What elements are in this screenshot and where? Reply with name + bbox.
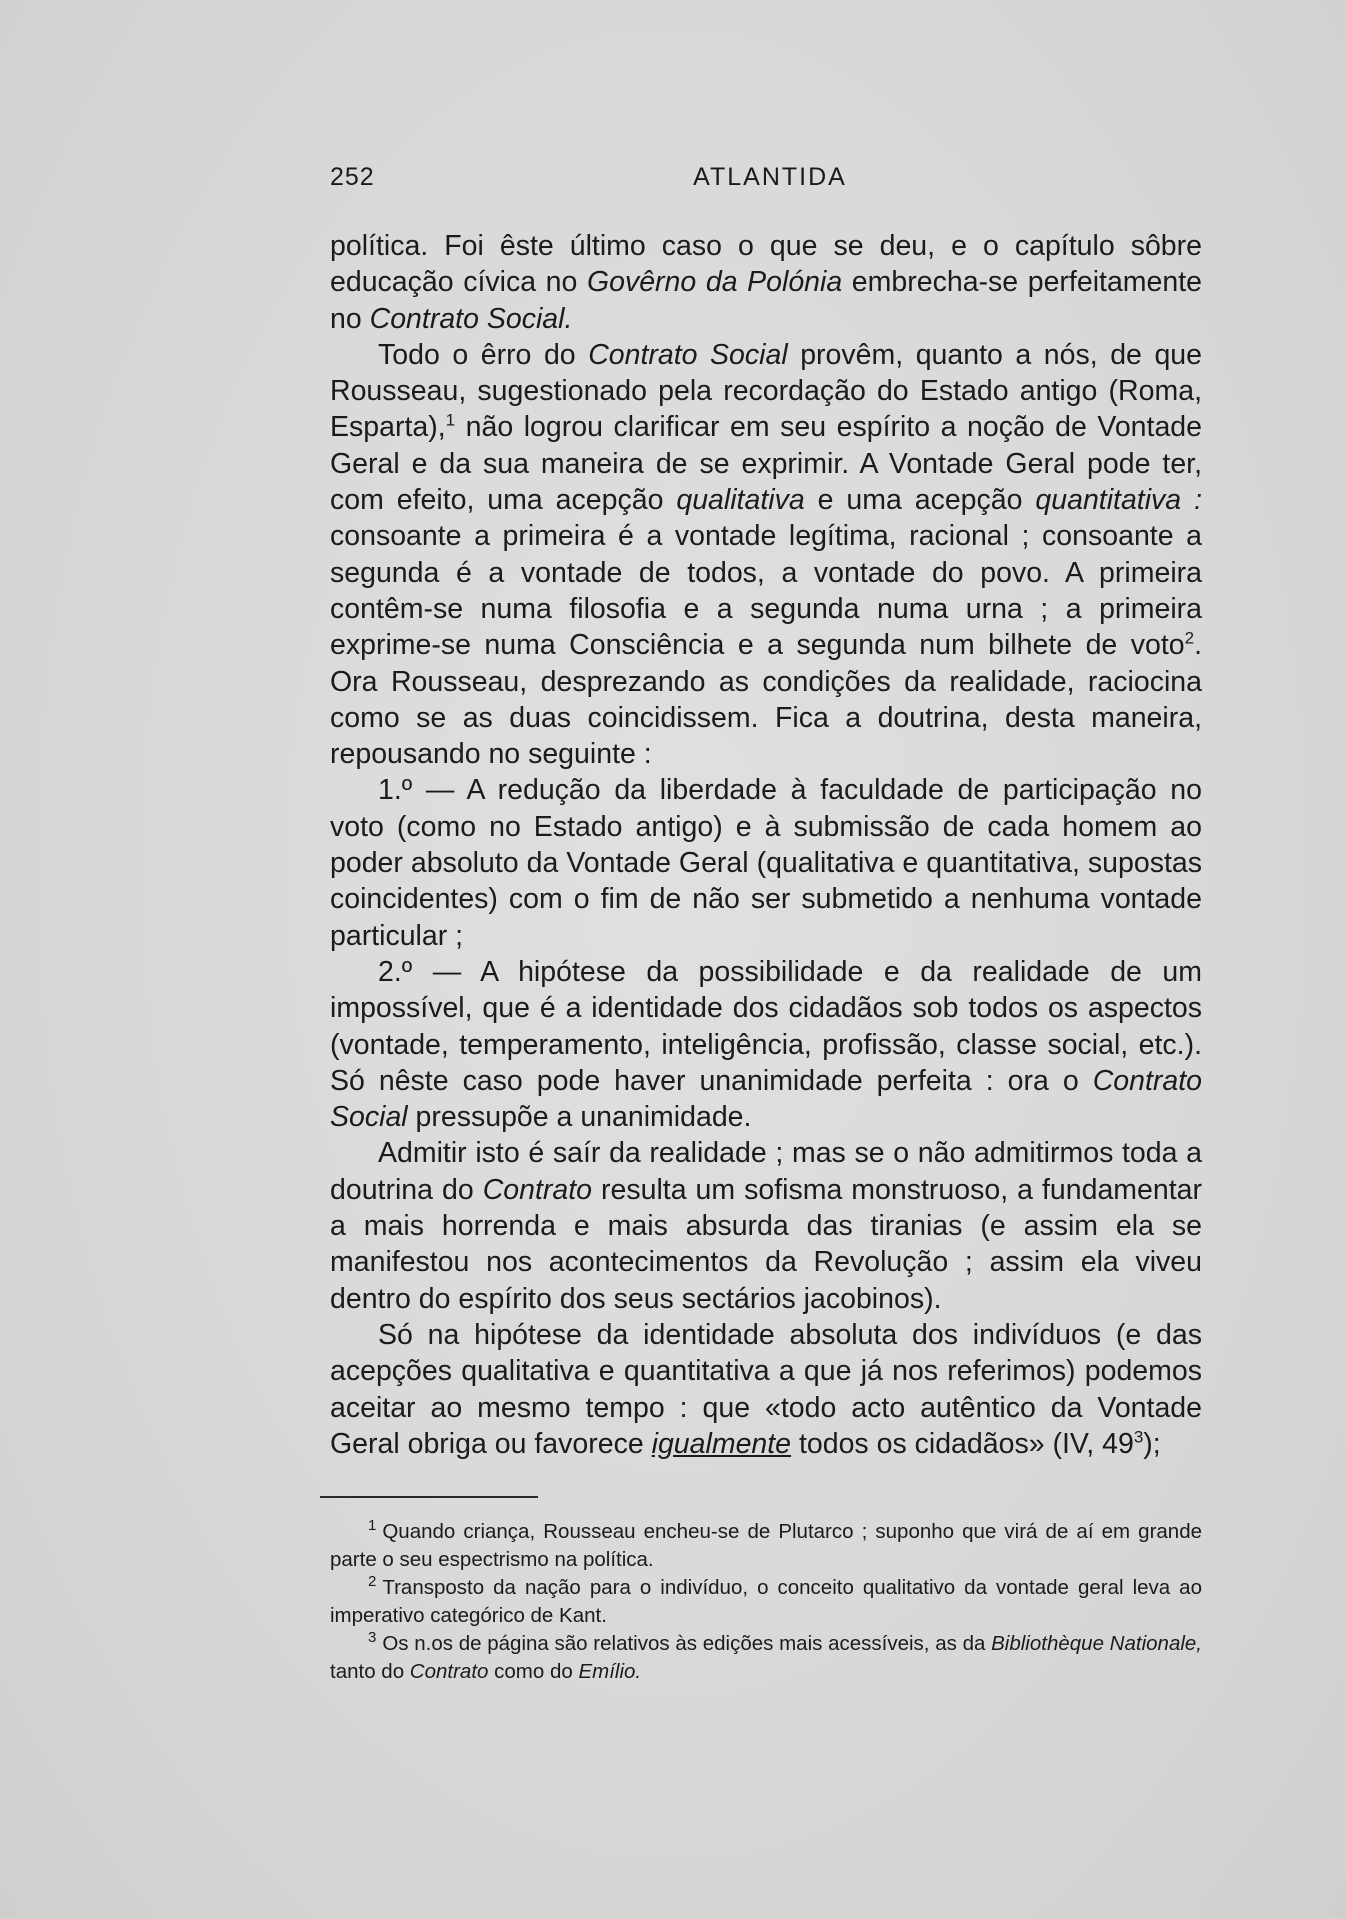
footnote-text: Quando criança, Rousseau encheu-se de Plutarco ; suponho que virá de aí em grande parte o seu espectrismo na política.: [330, 1520, 1202, 1571]
footnote-text: tanto do: [330, 1660, 410, 1683]
text-run: não logrou clarificar em seu espírito a noção de Vontade Geral e da sua maneira de se exprimir. A Vontade Geral pode ter, com efeito, uma acepção: [330, 411, 1202, 517]
text-run: e uma acepção: [804, 484, 1036, 517]
italic-term: quantitativa :: [1035, 484, 1202, 517]
footnote-number: 3: [368, 1629, 377, 1647]
page-number: 252: [330, 163, 375, 191]
italic-emphasis: igualmente: [651, 1427, 792, 1460]
footnote-reference: 1: [445, 410, 456, 430]
footnote-text: Transposto da nação para o indivíduo, o conceito qualitativo da vontade geral leva ao imperativo categórico de Kant.: [330, 1576, 1202, 1627]
paragraph: [330, 1317, 1202, 1462]
main-text: [330, 228, 1202, 1462]
text-run: Só na hipótese da identidade absoluta dos indivíduos (e das acepções qualitativa e quantitativa a que já nos referimos) podemos aceitar ao mesmo tempo : que «todo acto autêntico da Vontade Geral obriga ou favorece: [330, 1318, 1202, 1460]
footnote: [330, 1630, 1202, 1686]
italic-title: Contrato Social: [330, 1064, 1202, 1134]
text-run: resulta um sofisma monstruoso, a fundamentar a mais horrenda e mais absurda das tiranias (e assim ela se manifestou nos acontecimentos da Revolução ; assim ela viveu dentro do espírito dos seus sectários jacobinos).: [330, 1173, 1202, 1315]
footnote: [330, 1518, 1202, 1574]
text-run: . Ora Rousseau, desprezando as condições da realidade, raciocina como se as duas coincidissem. Fica a doutrina, desta maneira, repousando no seguinte :: [330, 629, 1202, 771]
paragraph: 1.º — A redução da liberdade à faculdade de participação no voto (como no Estado antigo) e à submissão de cada homem ao poder absoluto da Vontade Geral (qualitativa e quantitativa, supostas coincidentes) com o fim de não ser submetido a nenhuma vontade particular ;: [330, 774, 1202, 952]
footnote: [330, 1574, 1202, 1630]
footnote-rule: [320, 1496, 538, 1498]
text-run: política. Foi êste último caso o que se deu, e o capítulo sôbre educação cívica no: [330, 230, 1202, 299]
text-run: embrecha-se perfeitamente no: [330, 266, 1202, 335]
text-run: provêm, quanto a nós, de que Rousseau, sugestionado pela recordação do Estado antigo (Roma, Esparta),: [330, 338, 1202, 444]
text-run: 2.º — A hipótese da possibilidade e da realidade de um impossível, que é a identidade dos cidadãos sob todos os aspectos (vontade, temperamento, inteligência, profissão, classe social, etc.). Só nêste caso pode haver unanimidade perfeita : ora o: [330, 955, 1202, 1097]
italic-title: Emílio.: [578, 1660, 642, 1683]
paragraph: [330, 1135, 1202, 1316]
text-run: Todo o êrro do: [378, 338, 589, 371]
footnote-text: Os n.os de página são relativos às edições mais acessíveis, as da: [382, 1632, 992, 1655]
footnote-text: como do: [488, 1660, 579, 1683]
text-run: consoante a primeira é a vontade legítima, racional ; consoante a segunda é a vontade de todos, a vontade do povo. A primeira contêm-se numa filosofia e a segunda numa urna ; a primeira exprime-se numa Consciência e a segunda num bilhete de voto: [330, 520, 1202, 662]
italic-title: Contrato: [409, 1660, 489, 1683]
footnote-number: 1: [368, 1517, 377, 1535]
paragraph: [330, 337, 1202, 773]
paragraph: [330, 954, 1202, 1135]
italic-title: Contrato Social: [588, 338, 788, 371]
footnotes: [330, 1518, 1202, 1686]
italic-title: Contrato: [482, 1173, 592, 1206]
text-run: );: [1143, 1427, 1161, 1460]
text-run: Admitir isto é saír da realidade ; mas se o não admitirmos toda a doutrina do: [330, 1137, 1202, 1206]
italic-title: Contrato Social.: [369, 302, 573, 335]
italic-title: Govêrno da Polónia: [586, 266, 843, 299]
footnote-reference: 2: [1184, 628, 1195, 648]
italic-title: Bibliothèque Nationale,: [991, 1632, 1202, 1655]
italic-term: qualitativa: [676, 484, 805, 517]
footnote-reference: 3: [1133, 1427, 1144, 1447]
running-header: [330, 163, 1210, 199]
running-title: ATLANTIDA: [693, 163, 847, 191]
text-run: todos os cidadãos» (IV, 49: [791, 1427, 1134, 1460]
footnote-number: 2: [368, 1573, 377, 1591]
paragraph: [330, 228, 1202, 337]
text-run: pressupõe a unanimidade.: [407, 1101, 752, 1134]
